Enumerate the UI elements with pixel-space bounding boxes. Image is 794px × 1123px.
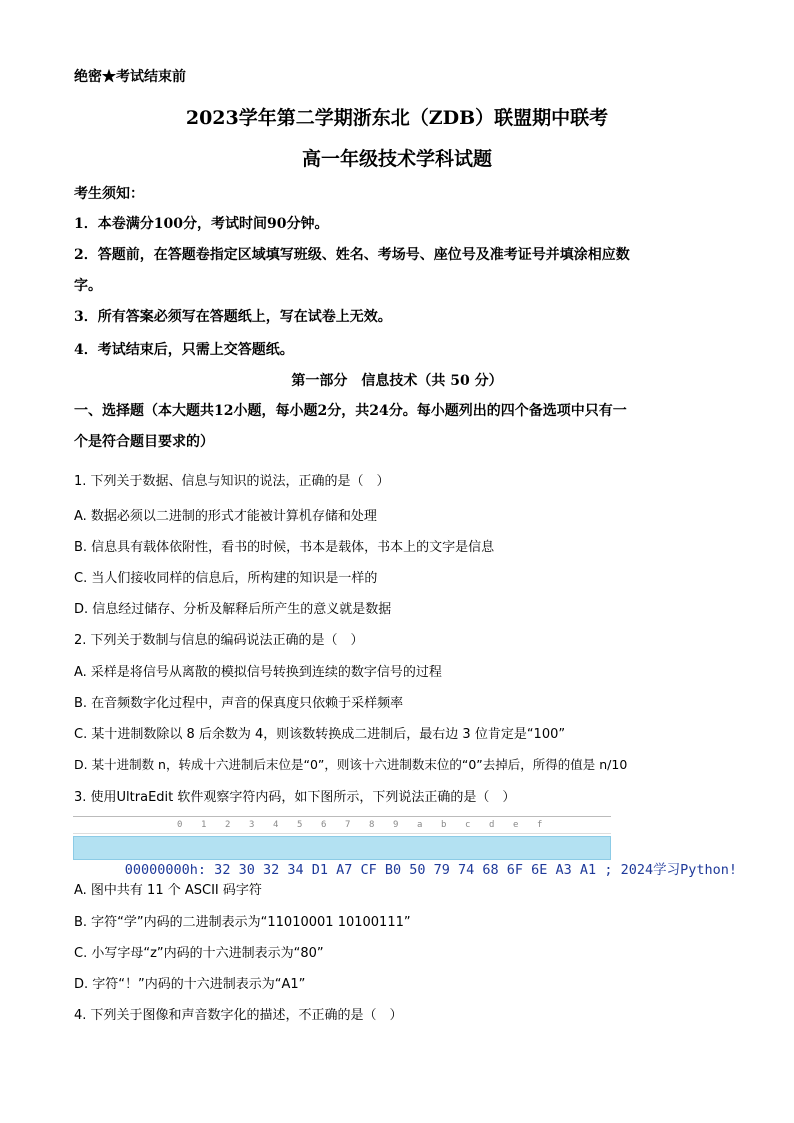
ruler-tick: 9 <box>393 820 399 830</box>
section-heading: 一、选择题（本大题共12小题，每小题2分，共24分。每小题列出的四个备选项中只有一 <box>74 403 627 419</box>
notice-item: 3．所有答案必须写在答题纸上，写在试卷上无效。 <box>74 309 392 325</box>
notice-item: 4．考试结束后，只需上交答题纸。 <box>74 342 294 358</box>
question-4-stem: 4. 下列关于图像和声音数字化的描述，不正确的是（ ） <box>74 1008 403 1023</box>
ruler-tick: a <box>417 820 423 830</box>
exam-subtitle: 高一年级技术学科试题 <box>301 148 492 170</box>
question-3-option-a: A. 图中共有 11 个 ASCII 码字符 <box>74 883 262 898</box>
ruler-tick: 1 <box>201 820 207 830</box>
hex-row-text: 00000000h: 32 30 32 34 D1 A7 CF B0 50 79 74 68 6F 6E A3 A1 ; 2024学习Python! <box>124 862 737 878</box>
ruler-tick: b <box>441 820 447 830</box>
ruler-tick: e <box>513 820 519 830</box>
notice-item: 2．答题前，在答题卷指定区域填写班级、姓名、考场号、座位号及准考证号并填涂相应数 <box>74 247 630 263</box>
question-1-option-d: D. 信息经过储存、分析及解释后所产生的意义就是数据 <box>74 602 392 617</box>
hex-data-row <box>73 836 737 878</box>
ruler-tick: 5 <box>297 820 303 830</box>
question-2-stem: 2. 下列关于数制与信息的编码说法正确的是（ ） <box>74 633 364 648</box>
question-3-option-d: D. 字符“！”内码的十六进制表示为“A1” <box>74 977 306 992</box>
exam-title: 2023学年第二学期浙东北（ZDB）联盟期中联考 <box>185 107 609 129</box>
secret-label: 绝密★考试结束前 <box>74 69 186 85</box>
question-2-option-b: B. 在音频数字化过程中，声音的保真度只依赖于采样频率 <box>74 696 404 711</box>
ruler-tick: 7 <box>345 820 351 830</box>
question-2-option-c: C. 某十进制数除以 8 后余数为 4，则该数转换成二进制后，最右边 3 位肯定是“100” <box>74 727 566 742</box>
ruler-tick: d <box>489 820 495 830</box>
notice-item: 字。 <box>74 278 102 294</box>
question-1-stem: 1. 下列关于数据、信息与知识的说法，正确的是（ ） <box>74 474 390 489</box>
ruler-tick: c <box>465 820 471 830</box>
ruler-tick: 3 <box>249 820 255 830</box>
notice-item: 1．本卷满分100分，考试时间90分钟。 <box>74 216 329 232</box>
question-2-option-d: D. 某十进制数 n，转成十六进制后末位是“0”，则该十六进制数末位的“0”去掉后，所得的值是 n/10 <box>74 757 628 772</box>
question-2-option-a: A. 采样是将信号从离散的模拟信号转换到连续的数字信号的过程 <box>74 665 442 680</box>
question-1-option-a: A. 数据必须以二进制的形式才能被计算机存储和处理 <box>74 509 377 524</box>
notice-heading: 考生须知： <box>74 186 144 202</box>
part-title: 第一部分 信息技术（共 50 分） <box>291 373 503 389</box>
ruler-tick: 0 <box>177 820 183 830</box>
ruler-tick: 2 <box>225 820 231 830</box>
ruler-tick: 6 <box>321 820 327 830</box>
ruler-tick: 8 <box>369 820 375 830</box>
question-3-stem: 3. 使用UltraEdit 软件观察字符内码，如下图所示，下列说法正确的是（ ） <box>74 790 516 805</box>
question-3-option-c: C. 小写字母“z”内码的十六进制表示为“80” <box>74 946 324 961</box>
question-3-option-b: B. 字符“学”内码的二进制表示为“11010001 10100111” <box>74 915 411 930</box>
hex-column-ruler <box>73 816 611 834</box>
hex-viewer-figure <box>73 816 737 878</box>
question-1-option-c: C. 当人们接收同样的信息后，所构建的知识是一样的 <box>74 571 378 586</box>
section-heading-cont: 个是符合题目要求的） <box>74 434 214 450</box>
ruler-tick: f <box>537 820 543 830</box>
ruler-tick: 4 <box>273 820 279 830</box>
question-1-option-b: B. 信息具有载体依附性，看书的时候，书本是载体，书本上的文字是信息 <box>74 540 495 555</box>
